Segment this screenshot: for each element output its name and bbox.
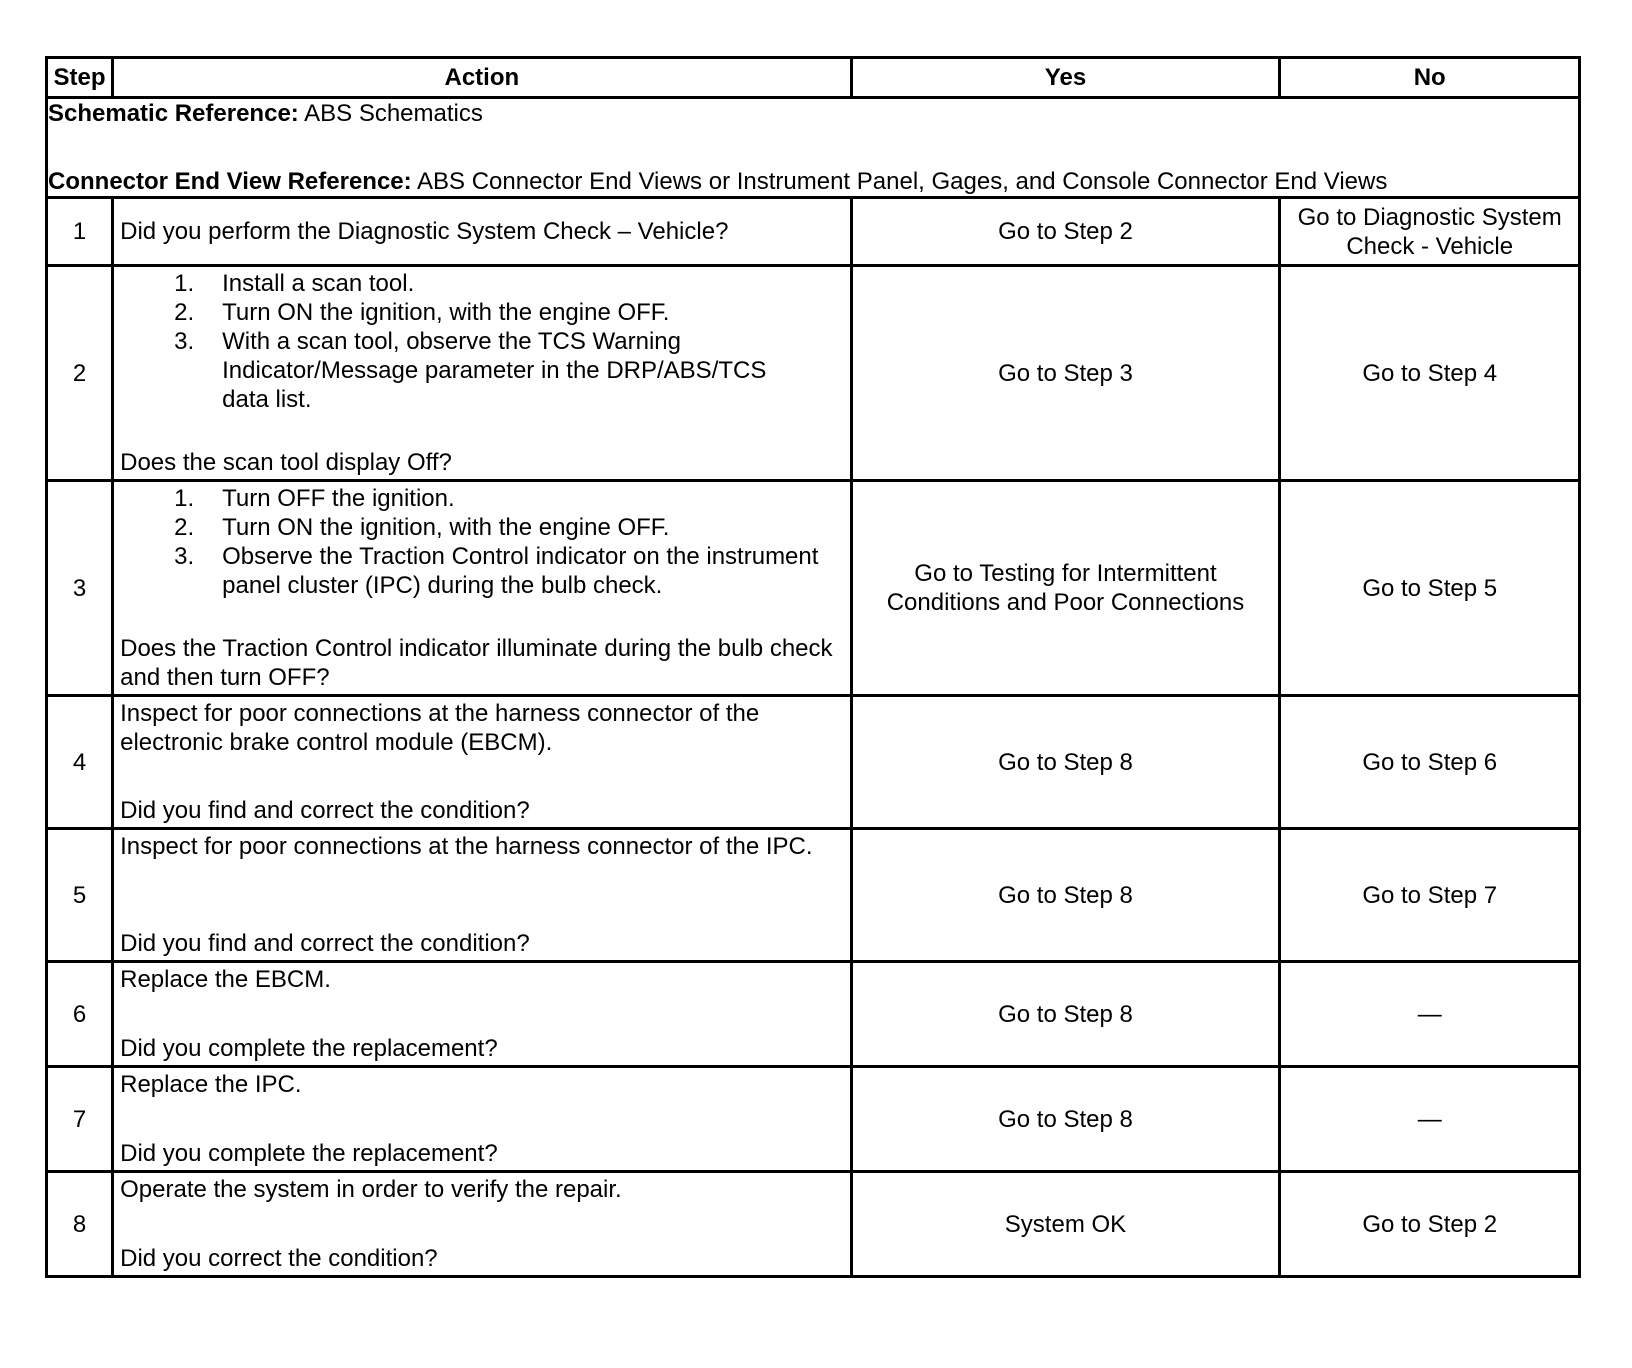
step-number: 4 (47, 696, 113, 829)
action-question: Did you correct the condition? (120, 1244, 438, 1272)
action-question: Did you complete the replacement? (120, 1034, 498, 1062)
action-cell (113, 829, 851, 962)
no-cell: Go to Step 2 (1280, 1172, 1580, 1277)
step-number: 8 (47, 1172, 113, 1277)
yes-cell: Go to Step 8 (851, 829, 1280, 962)
no-cell: Go to Step 4 (1280, 266, 1580, 481)
header-no: No (1280, 58, 1580, 98)
action-text: Replace the IPC. (120, 1070, 302, 1098)
schematic-reference-value: ABS Schematics (298, 100, 483, 127)
action-text: Operate the system in order to verify the repair. (120, 1175, 622, 1203)
connector-reference-label: Connector End View Reference: (48, 168, 412, 195)
schematic-reference-label: Schematic Reference: (48, 100, 299, 127)
action-text: Replace the EBCM. (120, 965, 331, 993)
step-number: 7 (47, 1067, 113, 1172)
step-number: 2 (47, 266, 113, 481)
table-row (47, 962, 1580, 1067)
action-question: Did you find and correct the condition? (120, 796, 530, 824)
header-yes: Yes (851, 58, 1280, 98)
table-row (47, 1172, 1580, 1277)
header-row (47, 58, 1580, 98)
no-cell: Go to Diagnostic System Check - Vehicle (1280, 198, 1580, 266)
list-item: 3. With a scan tool, observe the TCS Warning Indicator/Message parameter in the DRP/ABS/TCS data list. (174, 327, 767, 413)
action-text: Inspect for poor connections at the harness connector of the electronic brake control module (EBCM). (120, 699, 760, 756)
reference-row (47, 98, 1580, 198)
header-step: Step (47, 58, 113, 98)
no-cell: Go to Step 7 (1280, 829, 1580, 962)
table-row (47, 829, 1580, 962)
action-steps (120, 484, 843, 600)
no-cell: — (1280, 962, 1580, 1067)
action-text: Did you perform the Diagnostic System Check – Vehicle? (120, 217, 729, 245)
table-row (47, 266, 1580, 481)
action-cell (113, 198, 851, 266)
action-cell (113, 481, 851, 696)
connector-reference-value: ABS Connector End Views or Instrument Panel, Gages, and Console Connector End Views (411, 168, 1388, 195)
step-number: 3 (47, 481, 113, 696)
yes-cell: Go to Testing for Intermittent Conditions and Poor Connections (851, 481, 1280, 696)
action-cell (113, 696, 851, 829)
action-question: Did you find and correct the condition? (120, 929, 530, 957)
yes-cell: Go to Step 8 (851, 962, 1280, 1067)
connector-reference (48, 167, 1578, 196)
yes-cell: Go to Step 2 (851, 198, 1280, 266)
action-text: Inspect for poor connections at the harness connector of the IPC. (120, 832, 813, 860)
step-number: 1 (47, 198, 113, 266)
schematic-reference (48, 99, 1578, 128)
list-item: 2. Turn ON the ignition, with the engine OFF. (174, 298, 670, 326)
yes-cell: System OK (851, 1172, 1280, 1277)
action-question: Does the Traction Control indicator illuminate during the bulb check and then turn OFF? (120, 634, 833, 691)
list-item: 3. Observe the Traction Control indicator on the instrument panel cluster (IPC) during the bulb check. (174, 542, 819, 599)
yes-cell: Go to Step 8 (851, 696, 1280, 829)
action-cell (113, 1067, 851, 1172)
action-cell (113, 1172, 851, 1277)
list-item: 1. Turn OFF the ignition. (174, 484, 455, 512)
no-cell: Go to Step 5 (1280, 481, 1580, 696)
diagnostic-table (45, 56, 1581, 1278)
action-cell (113, 962, 851, 1067)
action-question: Does the scan tool display Off? (120, 448, 452, 476)
action-question: Did you complete the replacement? (120, 1139, 498, 1167)
table-row (47, 696, 1580, 829)
yes-cell: Go to Step 8 (851, 1067, 1280, 1172)
no-cell: — (1280, 1067, 1580, 1172)
list-item: 1. Install a scan tool. (174, 269, 415, 297)
action-cell (113, 266, 851, 481)
step-number: 5 (47, 829, 113, 962)
list-item: 2. Turn ON the ignition, with the engine OFF. (174, 513, 670, 541)
no-cell: Go to Step 6 (1280, 696, 1580, 829)
table-row (47, 1067, 1580, 1172)
table-row (47, 198, 1580, 266)
yes-cell: Go to Step 3 (851, 266, 1280, 481)
step-number: 6 (47, 962, 113, 1067)
reference-cell (47, 98, 1580, 198)
header-action: Action (113, 58, 851, 98)
action-steps (120, 269, 843, 414)
table-row (47, 481, 1580, 696)
